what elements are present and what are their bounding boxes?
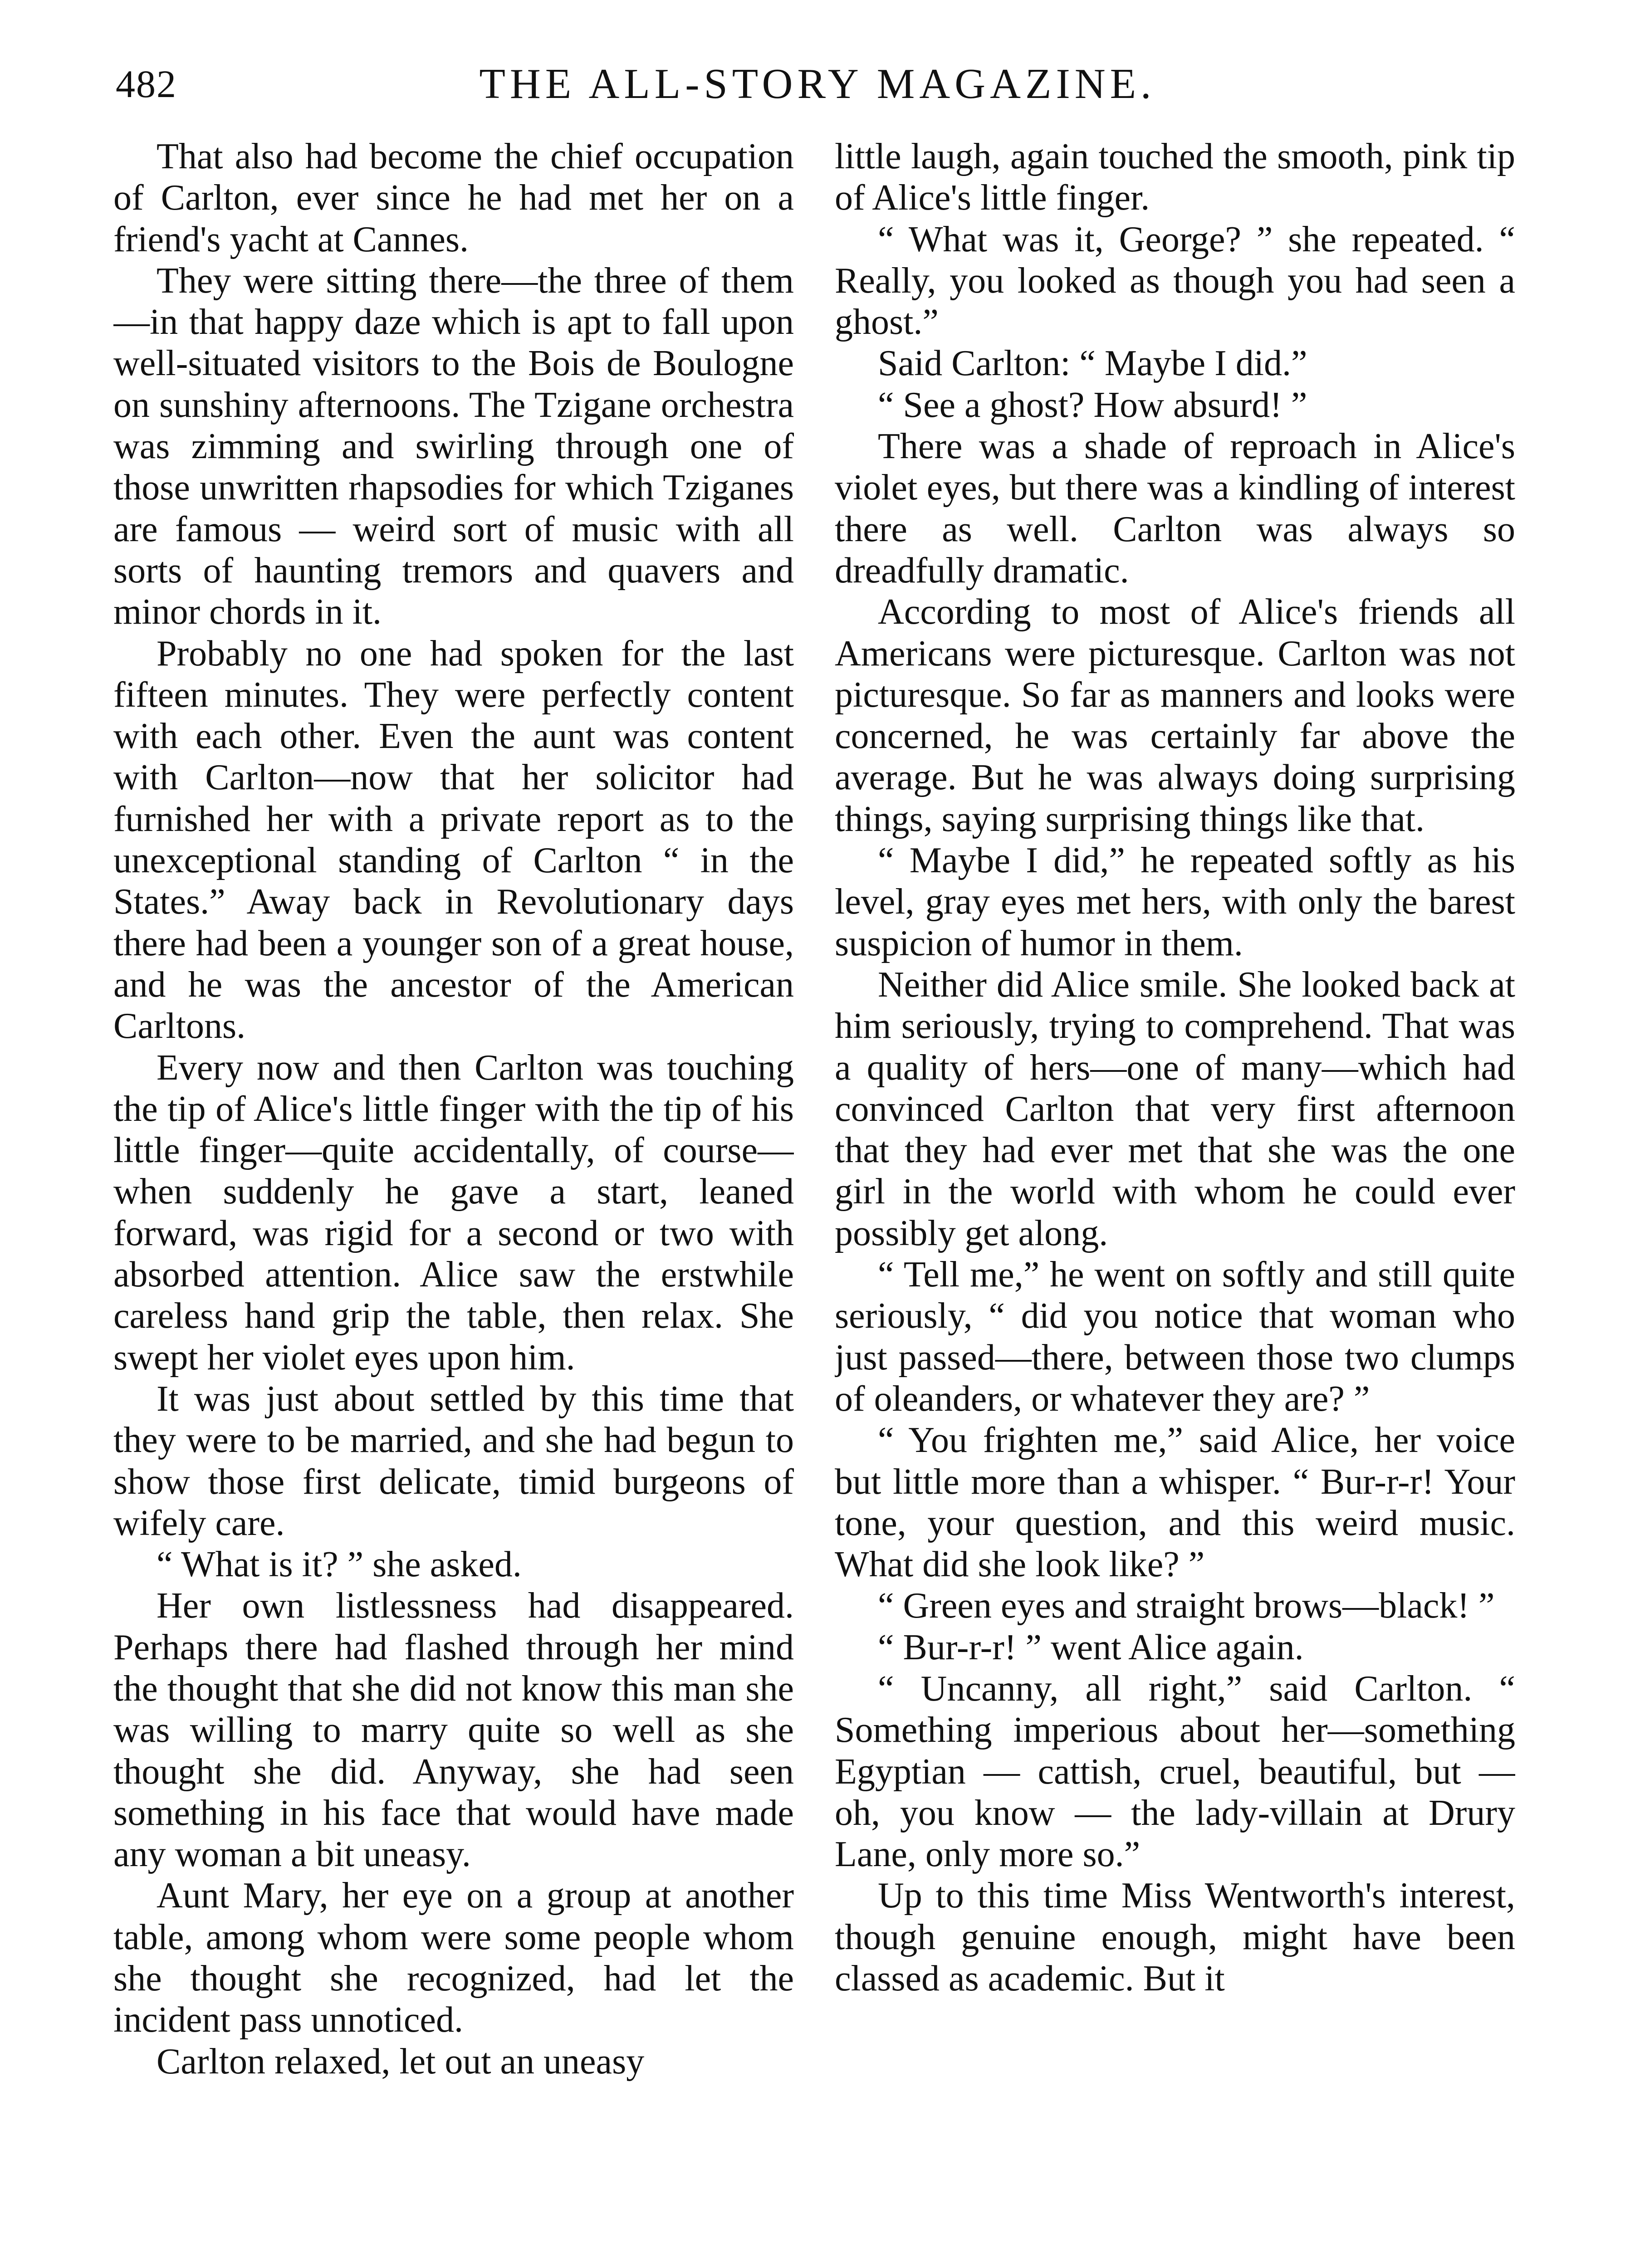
paragraph: According to most of Alice's friends all Americans were picturesque. Carlton was not picturesque. So far as manners and looks were concerned, he was certainly far above the average. But he was always doing surprising things, saying surprising things like that.: [835, 592, 1515, 839]
paragraph: Carlton relaxed, let out an uneasy: [157, 2041, 645, 2082]
paragraph: Every now and then Carlton was touching the tip of Alice's little finger with the tip of his little finger—quite accidentally, of course—when suddenly he gave a start, leaned forward, was rigid for a second or two with absorbed attention. Alice saw the erstwhile careless hand grip the table, then relax. She swept her violet eyes upon him.: [113, 1047, 794, 1378]
paragraph: “ Uncanny, all right,” said Carlton. “ Something imperious about her—something Egyptian — cattish, cruel, beautiful, but — oh, you know — the lady-villain at Drury Lane, only more so.”: [835, 1668, 1515, 1875]
paragraph: “ Tell me,” he went on softly and still quite seriously, “ did you notice that woman who just passed—there, between those two clumps of oleanders, or whatever they are? ”: [835, 1255, 1515, 1419]
paragraph: “ Maybe I did,” he repeated softly as his level, gray eyes met hers, with only the barest suspicion of humor in them.: [835, 841, 1515, 963]
paragraph: “ See a ghost? How absurd! ”: [878, 385, 1307, 425]
paragraph: Up to this time Miss Wentworth's interest, though genuine enough, might have been classed as academic. But it: [835, 1876, 1515, 1999]
paragraph: “ Bur-r-r! ” went Alice again.: [878, 1627, 1304, 1667]
paragraph: Her own listlessness had disappeared. Perhaps there had flashed through her mind the thought that she did not know this man she was willing to marry quite so well as she thought she did. Anyway, she had seen something in his face that would have made any woman a bit uneasy.: [113, 1586, 794, 1875]
right-column: [835, 136, 1515, 2268]
magazine-title: THE ALL-STORY MAGAZINE.: [479, 60, 1156, 108]
paragraph: They were sitting there—the three of them—in that happy daze which is apt to fall upon well-situated visitors to the Bois de Boulogne on sunshiny afternoons. The Tzigane orchestra was zimming and swirling through one of those unwritten rhapsodies for which Tziganes are famous — weird sort of music with all sorts of haunting tremors and quavers and minor chords in it.: [113, 260, 794, 632]
paragraph: There was a shade of reproach in Alice's violet eyes, but there was a kindling of interest there as well. Carlton was always so dreadfully dramatic.: [835, 426, 1515, 591]
paragraph: Aunt Mary, her eye on a group at another table, among whom were some people whom she thought she recognized, had let the incident pass unnoticed.: [113, 1876, 794, 2040]
paragraph: Said Carlton: “ Maybe I did.”: [878, 343, 1307, 384]
left-column: [113, 136, 794, 2268]
paragraph: Probably no one had spoken for the last fifteen minutes. They were perfectly content with each other. Even the aunt was content with Carlton—now that her solicitor had furnished her with a private report as to the unexceptional standing of Carlton “ in the States.” Away back in Revolutionary days there had been a younger son of a great house, and he was the ancestor of the American Carltons.: [113, 633, 794, 1046]
paragraph: Neither did Alice smile. She looked back at him seriously, trying to comprehend. That was a quality of hers—one of many—which had convinced Carlton that very first afternoon that they had ever met that she was the one girl in the world with whom he could ever possibly get along.: [835, 964, 1515, 1253]
paragraph: That also had become the chief occupation of Carlton, ever since he had met her on a friend's yacht at Cannes.: [113, 137, 794, 259]
page-header: [0, 50, 1635, 118]
paragraph: “ What is it? ” she asked.: [157, 1545, 522, 1585]
paragraph-continuation: little laugh, again touched the smooth, pink tip of Alice's little finger.: [835, 137, 1515, 218]
paragraph: “ You frighten me,” said Alice, her voice but little more than a whisper. “ Bur-r-r! Your tone, your question, and this weird music. What did she look like? ”: [835, 1420, 1515, 1585]
paragraph: “ What was it, George? ” she repeated. “ Really, you looked as though you had seen a ghost.”: [835, 219, 1515, 342]
paragraph: It was just about settled by this time that they were to be married, and she had begun to show those first delicate, timid burgeons of wifely care.: [113, 1378, 794, 1543]
page-number: 482: [116, 62, 177, 106]
paragraph: “ Green eyes and straight brows—black! ”: [878, 1586, 1495, 1626]
